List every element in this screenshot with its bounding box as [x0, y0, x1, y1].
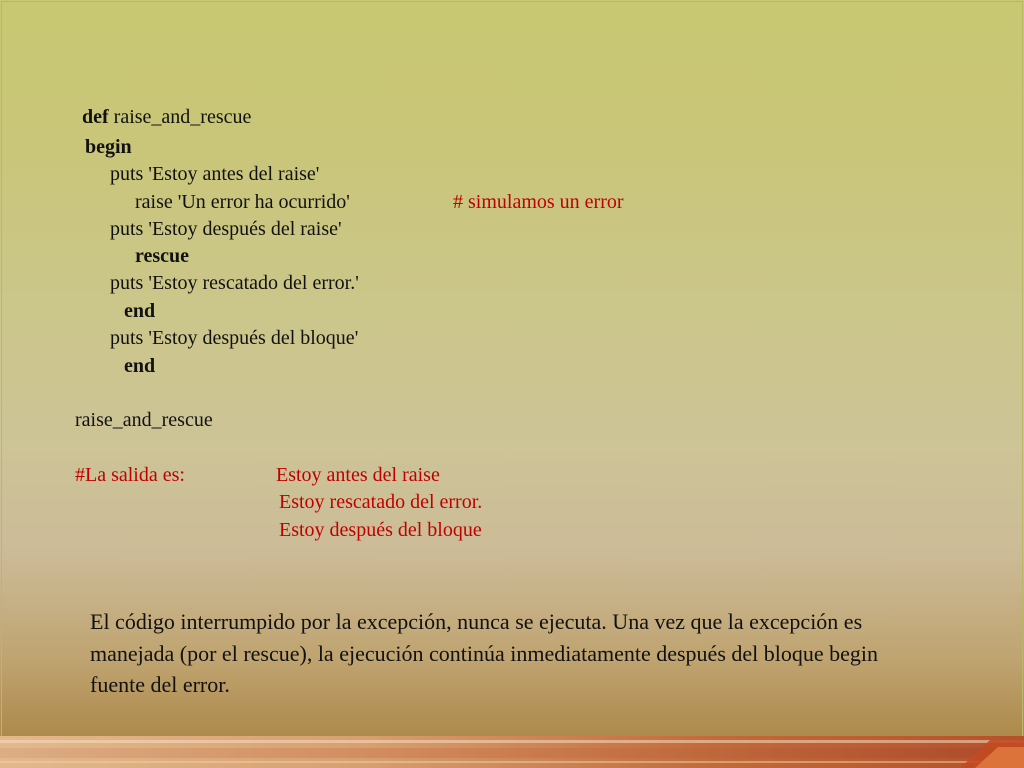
decorative-bottom-band: [0, 734, 1024, 768]
code-line-puts-before: puts 'Estoy antes del raise': [110, 163, 320, 185]
method-name: raise_and_rescue: [113, 106, 252, 128]
output-line-2: Estoy rescatado del error.: [279, 491, 483, 513]
keyword-end-1: end: [124, 300, 156, 322]
code-line-call: raise_and_rescue: [75, 409, 213, 431]
output-line-3: Estoy después del bloque: [279, 519, 482, 541]
output-line-1: Estoy antes del raise: [276, 464, 440, 486]
keyword-rescue: rescue: [135, 245, 190, 267]
explanation-text: El código interrumpido por la excepción, nunca se ejecuta. Una vez que la excepción es manejada (por el rescue), la ejecución continúa inmediatamente después del bloque begin fuente del error.: [90, 609, 879, 697]
code-line-raise: raise 'Un error ha ocurrido': [135, 191, 350, 213]
keyword-begin: begin: [85, 136, 132, 158]
keyword-end-2: end: [124, 355, 156, 377]
code-line-def: [82, 105, 251, 129]
code-line-puts-after-block: puts 'Estoy después del bloque': [110, 327, 359, 349]
output-label: #La salida es:: [75, 464, 185, 486]
code-line-puts-rescued: puts 'Estoy rescatado del error.': [110, 272, 359, 294]
keyword-def: def: [82, 106, 109, 128]
code-line-puts-after-raise: puts 'Estoy después del raise': [110, 218, 342, 240]
code-comment-simulate: # simulamos un error: [453, 191, 624, 213]
